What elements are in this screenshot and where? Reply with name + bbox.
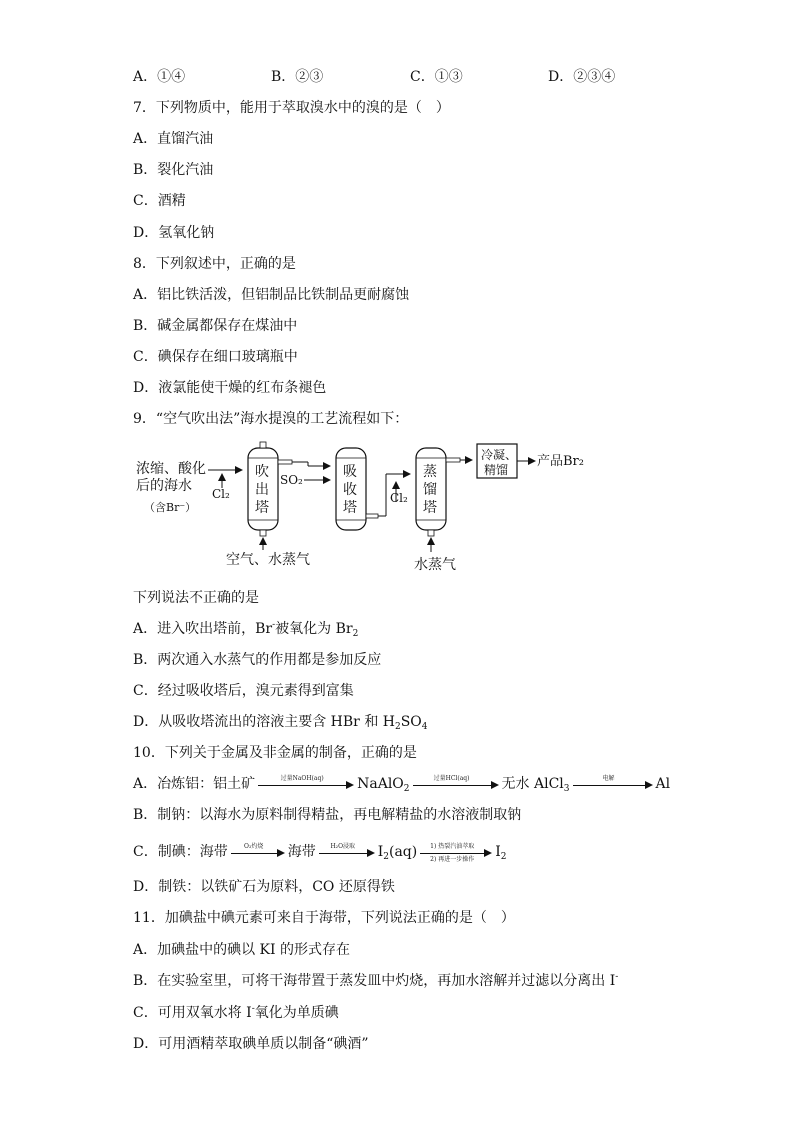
feed-label-line3: （含Br⁻）: [144, 501, 197, 514]
q7-stem: 7．下列物质中，能用于萃取溴水中的溴的是（ ）: [133, 100, 450, 116]
q10-option-c: C．制碘：海带 O₂灼烧 海带 H₂O浸取 $I_2(aq)$ 1) 热裂汽油萃取 2) 再进一步操作 $I_2$: [133, 843, 507, 863]
q11-option-a: A．加碘盐中的碘以 KI 的形式存在: [133, 942, 350, 958]
q6-option-b: B．②③: [271, 69, 324, 85]
q9-prompt: 下列说法不正确的是: [133, 590, 259, 606]
tower1-char-2: 出: [255, 482, 269, 498]
q10-option-a: A．冶炼铝：铝土矿 过量NaOH(aq) NaAlO$_2$ 过量HCl(aq) 无水 AlCl$_3$ 电解 Al: [133, 775, 671, 794]
box-label-line2: 精馏: [484, 463, 509, 477]
q11-stem: 11．加碘盐中碘元素可来自于海带，下列说法正确的是（ ）: [133, 910, 515, 926]
q8-option-b: B．碱金属都保存在煤油中: [133, 318, 298, 334]
feed-label-line1: 浓缩、酸化: [136, 461, 206, 477]
tower1-char-3: 塔: [255, 500, 269, 516]
q9-stem: 9．“空气吹出法”海水提溴的工艺流程如下：: [133, 411, 409, 427]
q9-option-b: B．两次通入水蒸气的作用都是参加反应: [133, 652, 382, 668]
box-label-line1: 冷凝、: [481, 448, 518, 462]
q10-option-b: B．制钠：以海水为原料制得精盐，再电解精盐的水溶液制取钠: [133, 807, 522, 823]
q7-option-d: D．氢氧化钠: [133, 225, 215, 241]
q10-stem: 10．下列关于金属及非金属的制备，正确的是: [133, 745, 417, 761]
air-steam-label: 空气、水蒸气: [226, 552, 310, 568]
q10-option-d: D．制铁：以铁矿石为原料，CO 还原得铁: [133, 879, 395, 895]
reaction-arrow: 电解: [573, 777, 653, 791]
q8-option-d: D．液氯能使干燥的红布条褪色: [133, 380, 327, 396]
reaction-arrow: 过量NaOH(aq): [258, 777, 354, 791]
q9-option-c: C．经过吸收塔后，溴元素得到富集: [133, 683, 354, 699]
cl2-label-2: Cl₂: [390, 491, 408, 505]
q6-option-a: A．①④: [133, 69, 186, 85]
q9-option-d: D．从吸收塔流出的溶液主要含 HBr 和 $H_2SO_4$: [133, 714, 428, 732]
q11-option-d: D．可用酒精萃取碘单质以制备“碘酒”: [133, 1036, 369, 1052]
so2-label: SO₂: [280, 473, 303, 487]
tower3-char-2: 馏: [423, 482, 437, 498]
reaction-arrow: 1) 热裂汽油萃取 2) 再进一步操作: [420, 845, 492, 859]
q11-option-b: B．在实验室里，可将干海带置于蒸发皿中灼烧，再加水溶解并过滤以分离出 I-: [133, 972, 619, 989]
q8-option-c: C．碘保存在细口玻璃瓶中: [133, 349, 298, 365]
tower2-char-2: 收: [343, 482, 357, 498]
bromine-process-diagram: [130, 440, 600, 580]
product-label: 产品Br₂: [537, 454, 584, 469]
q7-option-c: C．酒精: [133, 193, 186, 209]
q7-option-b: B．裂化汽油: [133, 162, 214, 178]
q11-option-c: C．可用双氧水将 I-氧化为单质碘: [133, 1004, 339, 1021]
tower3-char-1: 蒸: [423, 464, 437, 480]
reaction-arrow: 过量HCl(aq): [413, 777, 499, 791]
cl2-label-1: Cl₂: [212, 487, 230, 501]
reaction-arrow: O₂灼烧: [231, 845, 285, 859]
steam-label: 水蒸气: [414, 557, 456, 573]
feed-label-line2: 后的海水: [136, 478, 192, 494]
q6-option-d: D．②③④: [548, 69, 616, 85]
tower3-char-3: 塔: [423, 500, 437, 516]
tower2-char-3: 塔: [343, 500, 357, 516]
tower2-char-1: 吸: [343, 464, 357, 480]
q7-option-a: A．直馏汽油: [133, 131, 214, 147]
tower1-char-1: 吹: [255, 464, 269, 480]
q6-option-c: C．①③: [410, 69, 463, 85]
q8-stem: 8．下列叙述中，正确的是: [133, 256, 296, 272]
q9-option-a: A．进入吹出塔前，Br-被氧化为 $Br_2$: [133, 620, 359, 639]
q8-option-a: A．铝比铁活泼，但铝制品比铁制品更耐腐蚀: [133, 287, 410, 303]
reaction-arrow: H₂O浸取: [319, 845, 375, 859]
